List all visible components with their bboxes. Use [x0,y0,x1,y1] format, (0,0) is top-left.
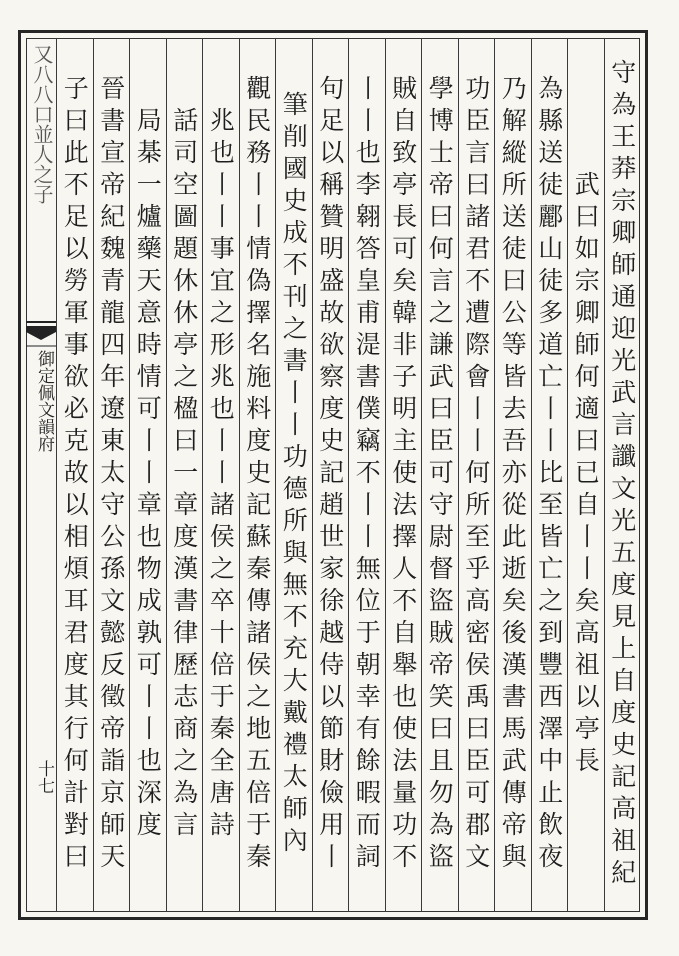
fishtail-mark-icon [26,320,56,348]
text-column: 武曰如宗卿師何適曰已自丨丨矣高祖以亭長 [571,171,601,779]
text-column: 觀民務丨丨情偽擇名施料度史記蘇秦傳諸侯之地五倍于秦 [242,75,272,875]
text-column: 晉書宣帝紀魏青龍四年遼東太守公孫文懿反徵帝詣京師天 [96,75,126,875]
book-title: 御定佩文韻府 [34,350,54,452]
text-column: 話司空圖題休休亭之楹曰一章度漢書律歷志商之為言 [169,107,199,843]
text-column: 賊自致亭長可矣韓非子明主使法擇人不自舉也使法量功不 [388,75,418,875]
margin-column [26,38,56,912]
text-column: 子曰此不足以勞軍事欲必克故以相煩耳君度其行何計對曰 [60,75,90,875]
text-column: 功臣言曰諸君不遭際會丨丨何所至乎高密侯禹曰臣可郡文 [461,75,491,875]
margin-top-text: 又八八口並人之子 [30,44,54,204]
text-column: 為縣送徒酈山徒多道亡丨丨比至皆亡之到豐西澤中止飲夜 [534,75,564,875]
text-column: 丨丨也李翱答皇甫湜書僕竊不丨丨無位于朝幸有餘暇而詞 [352,75,382,875]
text-column: 筆削國史成不刊之書丨丨功德所與無不充大戴禮太師內 [279,91,309,859]
text-column: 學博士帝曰何言之謙武曰臣可守尉督盜賊帝笑曰且勿為盜 [425,75,455,875]
text-column: 兆也丨丨事宜之形兆也丨丨諸侯之卒十倍于秦全唐詩 [206,107,236,843]
text-column: 乃解縱所送徒曰公等皆去吾亦從此逝矣後漢書馬武傳帝與 [498,75,528,875]
text-column: 句足以稱贊明盛故欲察度史記趙世家徐越侍以節財儉用丨 [315,75,345,875]
text-column: 局棊一爐藥天意時情可丨丨章也物成孰可丨丨也深度 [133,107,163,843]
text-column: 守為王莽宗卿師通迎光武言讖文光五度見上自度史記高祖紀 [607,59,637,891]
page-number: 十七 [34,760,54,794]
